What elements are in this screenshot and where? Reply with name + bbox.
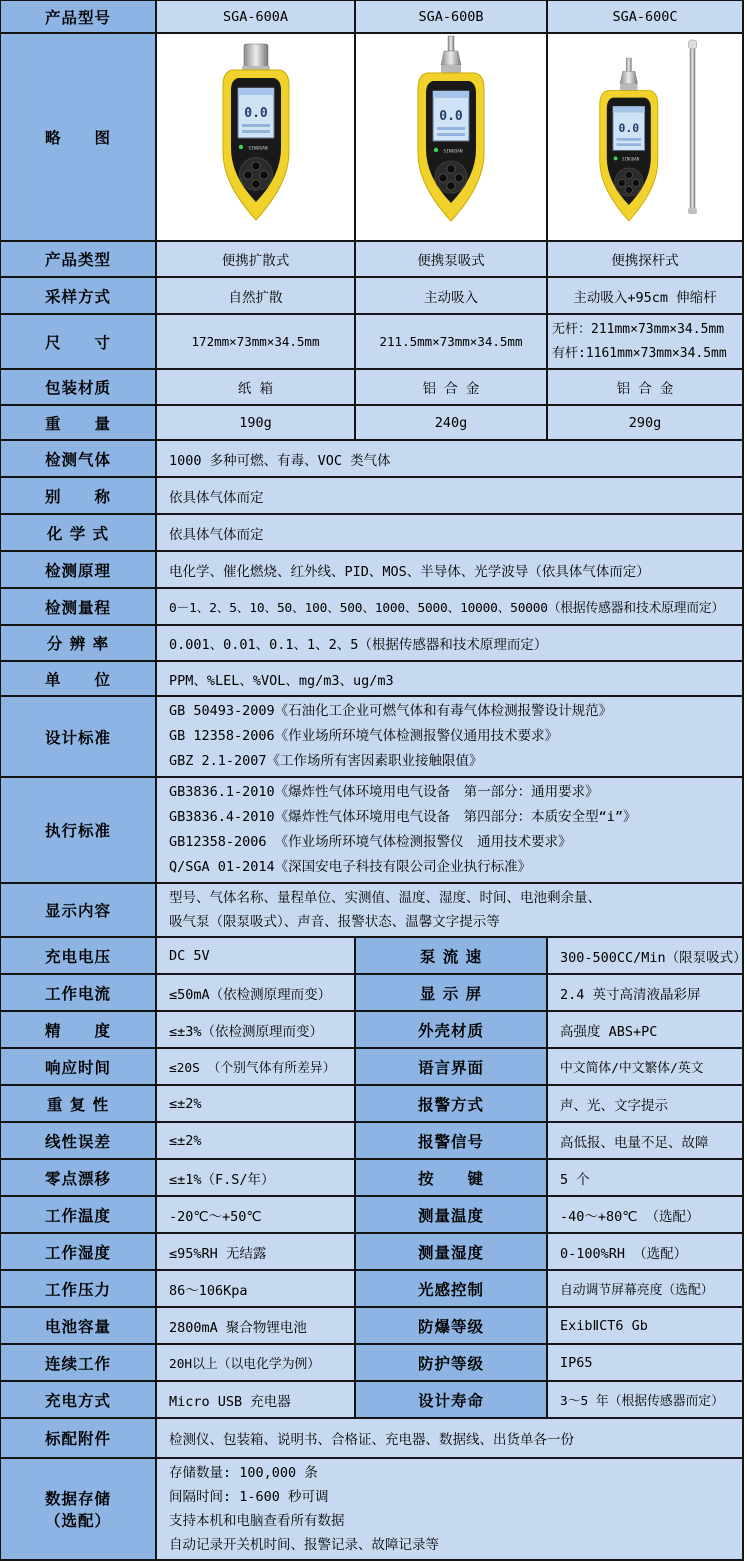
product-type-label: 产品类型 <box>0 241 156 277</box>
accessories-label: 标配附件 <box>0 1418 156 1458</box>
display-content-label: 显示内容 <box>0 883 156 937</box>
sampling-b: 主动吸入 <box>355 277 547 314</box>
data-storage-line: 存储数量: 100,000 条 <box>169 1465 318 1481</box>
sampling-a: 自然扩散 <box>156 277 355 314</box>
exec-standard-line: Q/SGA 01-2014《深国安电子科技有限公司企业执行标准》 <box>169 859 532 875</box>
screen-reading: 0.0 <box>439 109 463 124</box>
alias-value: 依具体气体而定 <box>156 477 743 514</box>
telescopic-rod-base <box>688 208 697 214</box>
alias-row <box>0 477 743 514</box>
sampling-method-label: 采样方式 <box>0 277 156 314</box>
telescopic-rod-tip <box>689 40 697 49</box>
weight-b: 240g <box>355 405 547 440</box>
charge-method-value: Micro USB 充电器 <box>156 1381 355 1418</box>
continuous-work-row <box>0 1344 743 1381</box>
linearity-error-row <box>0 1122 743 1159</box>
exec-standard-label: 执行标准 <box>0 777 156 883</box>
linearity-error-value: ≤±2% <box>156 1122 355 1159</box>
chemical-formula-label: 化 学 式 <box>0 514 156 551</box>
product-type-c: 便携探杆式 <box>547 241 743 277</box>
screen-status-bar <box>433 91 469 98</box>
language-ui-label: 语言界面 <box>355 1048 547 1085</box>
sampling-c: 主动吸入+95cm 伸缩杆 <box>547 277 743 314</box>
chemical-formula-row <box>0 514 743 551</box>
detect-gas-label: 检测气体 <box>0 440 156 477</box>
device-photo-sga-600a <box>196 36 316 234</box>
dimensions-c-no-rod: 无杆：211mm×73mm×34.5mm <box>552 321 725 337</box>
brand-text: SINGOAN <box>622 156 640 162</box>
design-life-label: 设计寿命 <box>355 1381 547 1418</box>
exec-standard-value <box>156 777 743 883</box>
continuous-work-label: 连续工作 <box>0 1344 156 1381</box>
design-standard-label: 设计标准 <box>0 696 156 777</box>
alias-label: 别 称 <box>0 477 156 514</box>
work-current-row <box>0 974 743 1011</box>
dimensions-a: 172mm×73mm×34.5mm <box>156 314 355 369</box>
battery-capacity-value: 2800mA 聚合物锂电池 <box>156 1307 355 1344</box>
sketch-label: 略 图 <box>0 33 156 241</box>
measure-humidity-value: 0-100%RH （选配） <box>547 1233 743 1270</box>
sensor-cap-rim <box>620 84 638 91</box>
dimensions-b: 211.5mm×73mm×34.5mm <box>355 314 547 369</box>
shell-material-value: 高强度 ABS+PC <box>547 1011 743 1048</box>
detect-range-label: 检测量程 <box>0 588 156 625</box>
measure-temp-value: -40～+80℃ （选配） <box>547 1196 743 1233</box>
model-a-name: SGA-600A <box>156 0 355 33</box>
alarm-signal-value: 高低报、电量不足、故障 <box>547 1122 743 1159</box>
repeatability-row <box>0 1085 743 1122</box>
language-ui-value: 中文简体/中文繁体/英文 <box>547 1048 743 1085</box>
button-right <box>259 171 268 180</box>
repeatability-value: ≤±2% <box>156 1085 355 1122</box>
packaging-a: 纸 箱 <box>156 369 355 405</box>
sensor-cap <box>244 44 268 68</box>
detect-gas-value: 1000 多种可燃、有毒、VOC 类气体 <box>156 440 743 477</box>
device-photo-sga-600c <box>582 36 708 234</box>
button-up <box>625 171 632 178</box>
display-content-value <box>156 883 743 937</box>
charge-method-row <box>0 1381 743 1418</box>
alarm-mode-value: 声、光、文字提示 <box>547 1085 743 1122</box>
screen-info-line <box>242 124 270 127</box>
detect-principle-row <box>0 551 743 588</box>
design-standard-line: GB 50493-2009《石油化工企业可燃气体和有毒气体检测报警设计规范》 <box>169 703 613 719</box>
exec-standard-line: GB12358-2006 《作业场所环境气体检测报警仪 通用技术要求》 <box>169 834 572 850</box>
dimensions-c <box>547 314 743 369</box>
photo-cell-c <box>547 33 743 241</box>
display-screen-value: 2.4 英寸高清液晶彩屏 <box>547 974 743 1011</box>
screen-status-bar <box>238 88 274 95</box>
response-time-row <box>0 1048 743 1085</box>
response-time-label: 响应时间 <box>0 1048 156 1085</box>
button-enter <box>625 186 632 193</box>
detect-range-value: 0－1、2、5、10、50、100、500、1000、5000、10000、50000（根据传感器和技术原理而定） <box>156 588 743 625</box>
telescopic-rod <box>690 48 695 210</box>
button-up <box>447 165 455 173</box>
work-pressure-label: 工作压力 <box>0 1270 156 1307</box>
resolution-label: 分 辨 率 <box>0 625 156 661</box>
data-storage-line: 支持本机和电脑查看所有数据 <box>169 1513 345 1529</box>
weight-a: 190g <box>156 405 355 440</box>
product-type-a: 便携扩散式 <box>156 241 355 277</box>
detect-principle-value: 电化学、催化燃烧、红外线、PID、MOS、半导体、光学波导（依具体气体而定） <box>156 551 743 588</box>
accessories-row <box>0 1418 743 1458</box>
design-standard-value <box>156 696 743 777</box>
data-storage-label-line2: （选配） <box>44 1512 111 1530</box>
pump-flow-value: 300-500CC/Min（限泵吸式） <box>547 937 743 974</box>
charge-voltage-value: DC 5V <box>156 937 355 974</box>
packaging-b: 铝 合 金 <box>355 369 547 405</box>
product-type-b: 便携泵吸式 <box>355 241 547 277</box>
continuous-work-value: 20H以上（以电化学为例） <box>156 1344 355 1381</box>
zero-drift-value: ≤±1%（F.S/年） <box>156 1159 355 1196</box>
light-control-label: 光感控制 <box>355 1270 547 1307</box>
work-temp-label: 工作温度 <box>0 1196 156 1233</box>
button-right <box>632 179 639 186</box>
work-temp-row <box>0 1196 743 1233</box>
brand-text: SINGOAN <box>247 146 268 152</box>
display-content-row <box>0 883 743 937</box>
explosion-rating-value: ExibⅡCT6 Gb <box>547 1307 743 1344</box>
detect-principle-label: 检测原理 <box>0 551 156 588</box>
resolution-value: 0.001、0.01、0.1、1、2、5（根据传感器和技术原理而定） <box>156 625 743 661</box>
design-standard-row <box>0 696 743 777</box>
button-enter <box>251 180 260 189</box>
work-humidity-row <box>0 1233 743 1270</box>
protection-rating-label: 防护等级 <box>355 1344 547 1381</box>
pump-flow-label: 泵 流 速 <box>355 937 547 974</box>
exec-standard-row <box>0 777 743 883</box>
sampling-method-row <box>0 277 743 314</box>
brand-text: SINGOAN <box>443 149 463 155</box>
packaging-c: 铝 合 金 <box>547 369 743 405</box>
work-pressure-row <box>0 1270 743 1307</box>
unit-label: 单 位 <box>0 661 156 696</box>
zero-drift-row <box>0 1159 743 1196</box>
exec-standard-line: GB3836.4-2010《爆炸性气体环境用电气设备 第四部分：本质安全型“i”》 <box>169 809 637 825</box>
light-control-value: 自动调节屏幕亮度（选配） <box>547 1270 743 1307</box>
accuracy-row <box>0 1011 743 1048</box>
screen-info-line <box>616 138 641 141</box>
accessories-value: 检测仪、包装箱、说明书、合格证、充电器、数据线、出货单各一份 <box>156 1418 743 1458</box>
work-pressure-value: 86～106Kpa <box>156 1270 355 1307</box>
display-screen-label: 显 示 屏 <box>355 974 547 1011</box>
shell-material-label: 外壳材质 <box>355 1011 547 1048</box>
alarm-mode-label: 报警方式 <box>355 1085 547 1122</box>
screen-info-line <box>616 143 641 146</box>
photo-cell-b <box>355 33 547 241</box>
design-standard-line: GB 12358-2006《作业场所环境气体检测报警仪通用技术要求》 <box>169 728 559 744</box>
battery-capacity-row <box>0 1307 743 1344</box>
charge-method-label: 充电方式 <box>0 1381 156 1418</box>
chemical-formula-value: 依具体气体而定 <box>156 514 743 551</box>
button-left <box>618 179 625 186</box>
screen-status-bar <box>613 106 645 112</box>
response-time-value: ≤20S （个别气体有所差异） <box>156 1048 355 1085</box>
screen-reading: 0.0 <box>618 120 640 135</box>
zero-drift-label: 零点漂移 <box>0 1159 156 1196</box>
photo-cell-a <box>156 33 355 241</box>
detect-gas-row <box>0 440 743 477</box>
button-left <box>243 171 252 180</box>
button-right <box>455 174 463 182</box>
charge-voltage-row <box>0 937 743 974</box>
pump-probe <box>448 36 454 51</box>
keys-value: 5 个 <box>547 1159 743 1196</box>
keys-label: 按 键 <box>355 1159 547 1196</box>
accuracy-label: 精 度 <box>0 1011 156 1048</box>
button-enter <box>447 182 455 190</box>
weight-row <box>0 405 743 440</box>
resolution-row <box>0 625 743 661</box>
header-row <box>0 0 743 33</box>
led-indicator <box>614 156 618 160</box>
button-up <box>251 162 260 171</box>
led-indicator <box>434 148 438 152</box>
unit-value: PPM、%LEL、%VOL、mg/m3、ug/m3 <box>156 661 743 696</box>
probe-cone <box>620 71 638 83</box>
data-storage-row <box>0 1458 743 1560</box>
charge-voltage-label: 充电电压 <box>0 937 156 974</box>
packaging-row <box>0 369 743 405</box>
pump-probe <box>626 58 631 71</box>
screen-reading: 0.0 <box>243 106 268 121</box>
exec-standard-line: GB3836.1-2010《爆炸性气体环境用电气设备 第一部分：通用要求》 <box>169 784 599 800</box>
model-c-name: SGA-600C <box>547 0 743 33</box>
product-model-label: 产品型号 <box>0 0 156 33</box>
dimensions-c-with-rod: 有杆:1161mm×73mm×34.5mm <box>552 345 727 361</box>
model-b-name: SGA-600B <box>355 0 547 33</box>
sensor-cap-rim <box>441 65 461 73</box>
dimensions-row <box>0 314 743 369</box>
probe-cone <box>441 51 461 65</box>
data-storage-line: 自动记录开关机时间、报警记录、故障记录等 <box>169 1537 439 1553</box>
design-standard-line: GBZ 2.1-2007《工作场所有害因素职业接触限值》 <box>169 753 483 769</box>
data-storage-label-line1: 数据存储 <box>44 1490 111 1508</box>
measure-humidity-label: 测量湿度 <box>355 1233 547 1270</box>
design-life-value: 3～5 年（根据传感器而定） <box>547 1381 743 1418</box>
display-content-line: 吸气泵（限泵吸式）、声音、报警状态、温馨文字提示等 <box>169 914 500 930</box>
work-temp-value: -20℃～+50℃ <box>156 1196 355 1233</box>
weight-label: 重 量 <box>0 405 156 440</box>
repeatability-label: 重 复 性 <box>0 1085 156 1122</box>
weight-c: 290g <box>547 405 743 440</box>
alarm-signal-label: 报警信号 <box>355 1122 547 1159</box>
product-type-row <box>0 241 743 277</box>
screen-info-line <box>437 133 465 136</box>
data-storage-line: 间隔时间: 1-600 秒可调 <box>169 1489 329 1505</box>
led-indicator <box>238 145 242 149</box>
dimensions-label: 尺 寸 <box>0 314 156 369</box>
data-storage-label <box>0 1458 156 1560</box>
linearity-error-label: 线性误差 <box>0 1122 156 1159</box>
packaging-label: 包装材质 <box>0 369 156 405</box>
detect-range-row <box>0 588 743 625</box>
measure-temp-label: 测量温度 <box>355 1196 547 1233</box>
work-current-label: 工作电流 <box>0 974 156 1011</box>
sketch-row <box>0 33 743 241</box>
screen-info-line <box>437 127 465 130</box>
protection-rating-value: IP65 <box>547 1344 743 1381</box>
screen-info-line <box>242 130 270 133</box>
data-storage-value <box>156 1458 743 1560</box>
device-unit <box>600 58 658 221</box>
device-photo-sga-600b <box>391 36 511 234</box>
button-left <box>439 174 447 182</box>
work-humidity-value: ≤95%RH 无结露 <box>156 1233 355 1270</box>
work-humidity-label: 工作湿度 <box>0 1233 156 1270</box>
accuracy-value: ≤±3%（依检测原理而变） <box>156 1011 355 1048</box>
battery-capacity-label: 电池容量 <box>0 1307 156 1344</box>
display-content-line: 型号、气体名称、量程单位、实测值、温度、湿度、时间、电池剩余量、 <box>169 890 601 906</box>
work-current-value: ≤50mA（依检测原理而变） <box>156 974 355 1011</box>
explosion-rating-label: 防爆等级 <box>355 1307 547 1344</box>
unit-row <box>0 661 743 696</box>
